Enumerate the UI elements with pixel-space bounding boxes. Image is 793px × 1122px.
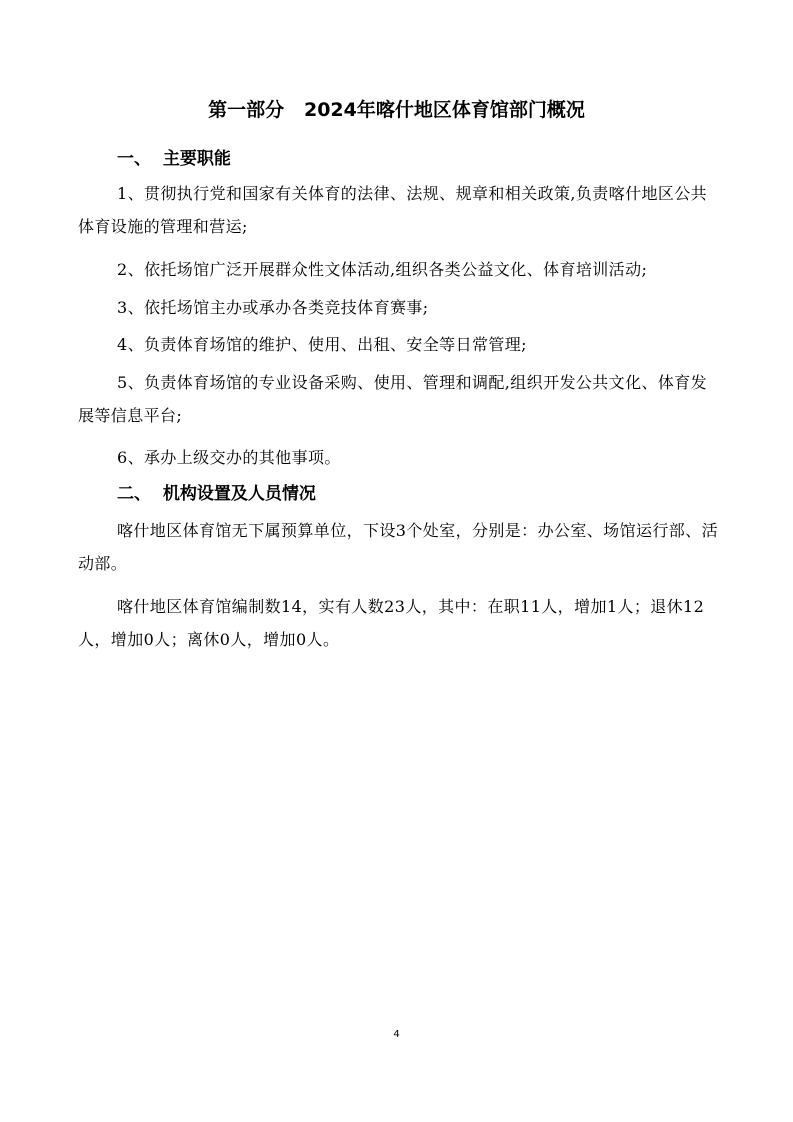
page-number: 4: [393, 1029, 400, 1040]
function-item-3: 3、依托场馆主办或承办各类竞技体育赛事;: [117, 298, 429, 317]
section-heading-main-functions: 一、 主要职能: [117, 149, 231, 169]
page-title: 第一部分 2024年喀什地区体育馆部门概况: [208, 99, 585, 121]
function-item-6: 6、承办上级交办的其他事项。: [117, 448, 341, 467]
staffing-paragraph: 喀什地区体育馆编制数14，实有人数23人，其中：在职11人，增加1人；退休12人，增加0人；离休0人，增加0人。: [78, 597, 705, 649]
function-item-5: 5、负责体育场馆的专业设备采购、使用、管理和调配,组织开发公共文化、体育发展等信息平台;: [78, 373, 708, 425]
function-item-1: 1、贯彻执行党和国家有关体育的法律、法规、规章和相关政策,负责喀什地区公共体育设施的管理和营运;: [78, 184, 708, 236]
function-item-4: 4、负责体育场馆的维护、使用、出租、安全等日常管理;: [117, 335, 527, 354]
organization-paragraph: 喀什地区体育馆无下属预算单位，下设3个处室，分别是：办公室、场馆运行部、活动部。: [78, 521, 718, 573]
function-item-2: 2、依托场馆广泛开展群众性文体活动,组织各类公益文化、体育培训活动;: [117, 260, 648, 279]
section-heading-organization: 二、 机构设置及人员情况: [117, 484, 316, 504]
